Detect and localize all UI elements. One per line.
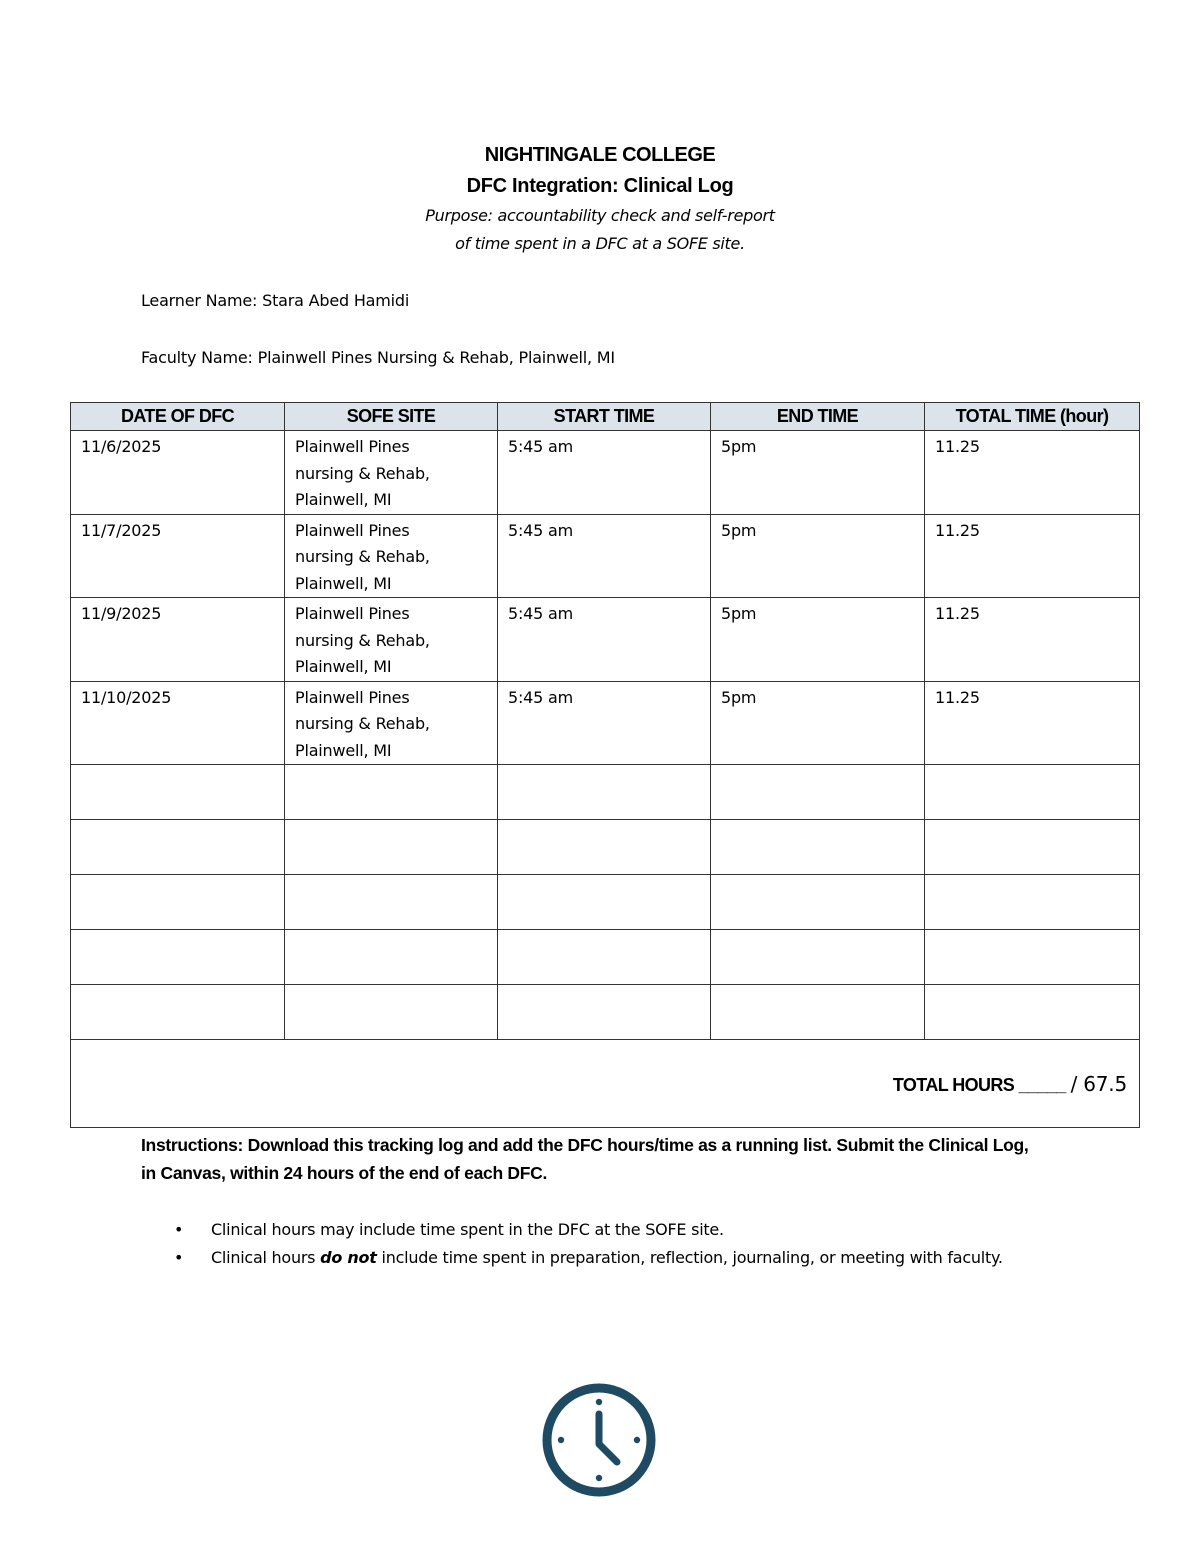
total-time-cell[interactable]	[925, 875, 1140, 930]
start-time-cell[interactable]	[498, 930, 711, 985]
table-row	[71, 514, 1140, 598]
site-line: Plainwell, MI	[295, 740, 392, 760]
instructions-text: Instructions: Download this tracking log and add the DFC hours/time as a running list. Submit the Clinical Log, in Canvas, within 24 hours of the end of each DFC.	[141, 1135, 1029, 1183]
purpose-line-2: of time spent in a DFC at a SOFE site.	[455, 234, 745, 253]
end-time-cell[interactable]: 5pm	[711, 514, 925, 598]
column-header-total-time: TOTAL TIME (hour)	[925, 403, 1140, 431]
total-time-cell[interactable]	[925, 930, 1140, 985]
purpose-line-1: Purpose: accountability check and self-report	[425, 206, 775, 225]
empty-table-row	[71, 930, 1140, 985]
clock-icon	[540, 1381, 658, 1499]
learner-name-label: Learner Name:	[141, 291, 258, 310]
instructions-bullet-list	[141, 1216, 1041, 1272]
date-cell[interactable]	[71, 820, 285, 875]
site-line: nursing & Rehab,	[295, 630, 430, 650]
start-time-cell[interactable]	[498, 875, 711, 930]
total-time-cell[interactable]: 11.25	[925, 598, 1140, 682]
date-cell[interactable]: 11/7/2025	[71, 514, 285, 598]
empty-table-row	[71, 820, 1140, 875]
bullet-text-end: include time spent in preparation, reflection, journaling, or meeting with faculty.	[376, 1248, 1003, 1267]
start-time-cell[interactable]: 5:45 am	[498, 598, 711, 682]
total-hours-row	[71, 1040, 1140, 1128]
site-cell[interactable]	[285, 875, 498, 930]
site-line: Plainwell, MI	[295, 573, 392, 593]
empty-table-row	[71, 875, 1140, 930]
clock-tick-12	[596, 1399, 602, 1405]
document-header	[0, 140, 1200, 258]
start-time-cell[interactable]: 5:45 am	[498, 514, 711, 598]
total-time-cell[interactable]	[925, 820, 1140, 875]
list-item	[141, 1244, 1041, 1272]
date-cell[interactable]: 11/9/2025	[71, 598, 285, 682]
total-hours-label: TOTAL HOURS _____	[892, 1074, 1066, 1095]
learner-name-value: Stara Abed Hamidi	[262, 291, 410, 310]
total-time-cell[interactable]: 11.25	[925, 514, 1140, 598]
learner-name-line	[141, 291, 409, 310]
bullet-icon: •	[174, 1248, 184, 1267]
college-name: NIGHTINGALE COLLEGE	[484, 144, 716, 166]
total-time-cell[interactable]	[925, 765, 1140, 820]
site-line: nursing & Rehab,	[295, 547, 430, 566]
empty-table-row	[71, 985, 1140, 1040]
site-cell[interactable]	[285, 514, 498, 598]
end-time-cell[interactable]: 5pm	[711, 598, 925, 682]
document-title: DFC Integration: Clinical Log	[466, 175, 734, 197]
faculty-name-line	[141, 348, 615, 367]
site-cell[interactable]	[285, 930, 498, 985]
site-cell[interactable]	[285, 431, 498, 515]
start-time-cell[interactable]: 5:45 am	[498, 431, 711, 515]
column-header-start-time: START TIME	[498, 403, 711, 431]
end-time-cell[interactable]	[711, 985, 925, 1040]
site-line: Plainwell, MI	[295, 490, 392, 509]
column-header-site: SOFE SITE	[285, 403, 498, 431]
site-cell[interactable]	[285, 820, 498, 875]
total-time-cell[interactable]: 11.25	[925, 681, 1140, 765]
faculty-name-label: Faculty Name:	[141, 348, 253, 367]
date-cell[interactable]	[71, 985, 285, 1040]
date-cell[interactable]: 11/10/2025	[71, 681, 285, 765]
site-line: Plainwell Pines	[295, 520, 410, 540]
start-time-cell[interactable]: 5:45 am	[498, 681, 711, 765]
table-header-row	[71, 403, 1140, 431]
site-line: nursing & Rehab,	[295, 714, 430, 733]
site-line: Plainwell Pines	[295, 437, 410, 456]
faculty-name-value: Plainwell Pines Nursing & Rehab, Plainwell, MI	[257, 348, 615, 367]
start-time-cell[interactable]	[498, 820, 711, 875]
total-hours-value: / 67.5	[1070, 1071, 1127, 1096]
table-row	[71, 598, 1140, 682]
table-row	[71, 431, 1140, 515]
list-item	[141, 1216, 1041, 1244]
site-cell[interactable]	[285, 985, 498, 1040]
end-time-cell[interactable]: 5pm	[711, 431, 925, 515]
clinical-log-table	[70, 402, 1140, 1128]
clock-tick-9	[558, 1437, 564, 1443]
site-line: Plainwell Pines	[295, 604, 410, 623]
site-cell[interactable]	[285, 598, 498, 682]
total-time-cell[interactable]: 11.25	[925, 431, 1140, 515]
date-cell[interactable]	[71, 875, 285, 930]
date-cell[interactable]	[71, 765, 285, 820]
column-header-date: DATE OF DFC	[71, 403, 285, 431]
end-time-cell[interactable]	[711, 820, 925, 875]
bullet-icon: •	[174, 1220, 184, 1239]
site-line: Plainwell, MI	[295, 657, 392, 676]
date-cell[interactable]: 11/6/2025	[71, 431, 285, 515]
table-row	[71, 681, 1140, 765]
site-line: nursing & Rehab,	[295, 463, 430, 483]
bullet-text-start: Clinical hours	[211, 1248, 321, 1267]
site-cell[interactable]	[285, 681, 498, 765]
total-time-cell[interactable]	[925, 985, 1140, 1040]
total-hours-cell[interactable]	[71, 1040, 1140, 1128]
start-time-cell[interactable]	[498, 765, 711, 820]
bullet-text-emphasis: do not	[320, 1248, 377, 1267]
column-header-end-time: END TIME	[711, 403, 925, 431]
site-cell[interactable]	[285, 765, 498, 820]
end-time-cell[interactable]	[711, 765, 925, 820]
clock-hands	[599, 1414, 617, 1462]
end-time-cell[interactable]	[711, 930, 925, 985]
clock-tick-3	[634, 1437, 640, 1443]
clock-tick-6	[596, 1475, 602, 1481]
start-time-cell[interactable]	[498, 985, 711, 1040]
site-line: Plainwell Pines	[295, 687, 410, 707]
bullet-text: Clinical hours may include time spent in the DFC at the SOFE site.	[211, 1220, 724, 1239]
date-cell[interactable]	[71, 930, 285, 985]
end-time-cell[interactable]: 5pm	[711, 681, 925, 765]
empty-table-row	[71, 765, 1140, 820]
end-time-cell[interactable]	[711, 875, 925, 930]
